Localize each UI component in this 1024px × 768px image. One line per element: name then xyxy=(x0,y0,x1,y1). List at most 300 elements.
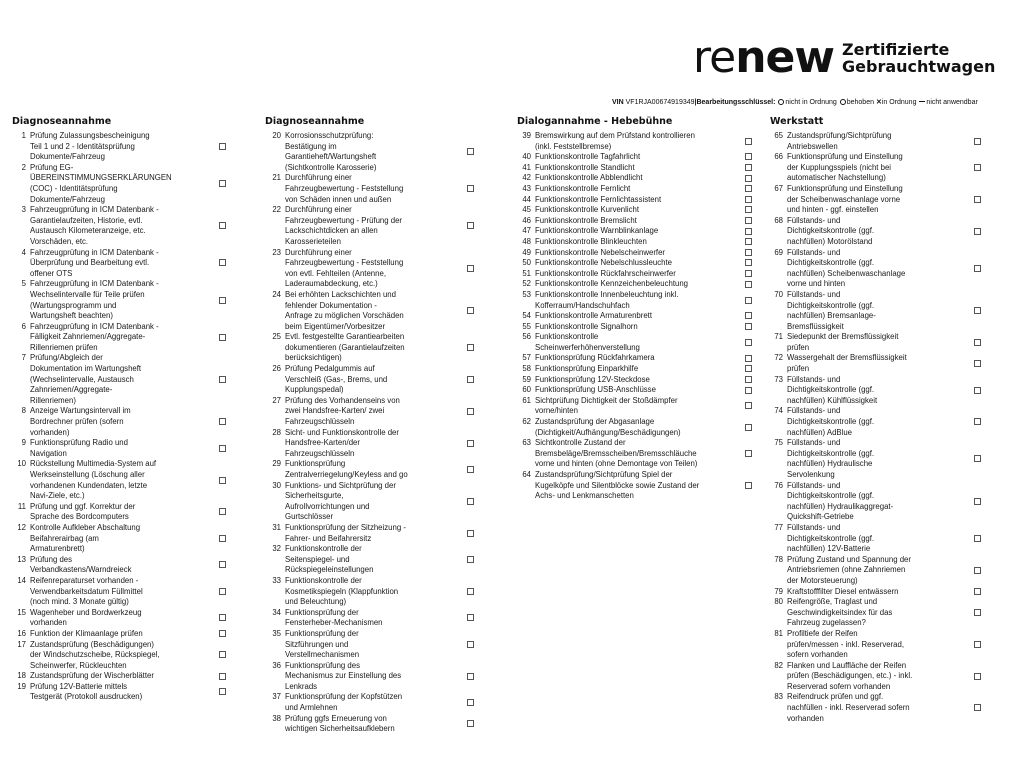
item-text-line: vorhanden xyxy=(787,713,824,723)
check-box[interactable] xyxy=(745,339,752,346)
checklist-item xyxy=(517,195,757,206)
check-box[interactable] xyxy=(219,477,226,484)
check-box[interactable] xyxy=(219,630,226,637)
item-text-line: Sichtprüfung Dichtigkeit der Stoßdämpfer xyxy=(535,395,678,405)
item-text xyxy=(30,671,190,682)
item-text-line: Füllstands- und xyxy=(787,480,841,490)
column-werkstatt xyxy=(770,116,990,724)
check-box[interactable] xyxy=(745,387,752,394)
item-text-line: Navigation xyxy=(30,448,67,458)
item-number: 83 xyxy=(774,692,783,702)
item-number: 39 xyxy=(522,131,531,140)
item-text-line: Evtl. festgestellte Garantiearbeiten xyxy=(285,332,405,342)
check-box[interactable] xyxy=(974,673,981,680)
check-box[interactable] xyxy=(745,206,752,213)
check-box[interactable] xyxy=(467,641,474,648)
item-text-line: vorne und hinten xyxy=(787,279,846,289)
item-text xyxy=(535,173,735,184)
item-text-line: Funktionsprüfung Rückfahrkamera xyxy=(535,353,655,363)
item-text-line: Funktionsprüfung 12V-Steckdose xyxy=(535,374,650,384)
item-text xyxy=(787,152,937,184)
check-box[interactable] xyxy=(974,164,981,171)
item-text-line: (noch mind. 3 Monate gültig) xyxy=(30,597,129,607)
checklist-item xyxy=(517,184,757,195)
check-box[interactable] xyxy=(219,297,226,304)
checklist-item xyxy=(265,692,485,713)
check-box[interactable] xyxy=(467,466,474,473)
check-box[interactable] xyxy=(745,281,752,288)
item-text xyxy=(535,385,735,396)
checklist-item xyxy=(265,205,485,247)
item-number: 28 xyxy=(272,427,281,437)
check-box[interactable] xyxy=(219,673,226,680)
item-text-line: Funktionskontrolle der xyxy=(285,575,362,585)
item-text-line: Teil 1 und 2 - Identitätsprüfung xyxy=(30,141,135,151)
item-text-line: Beifahrerairbag (am xyxy=(30,533,99,543)
item-text-line: zwei Handsfree-Karten/ zwei xyxy=(285,406,385,416)
checklist-item xyxy=(517,226,757,237)
item-number: 80 xyxy=(774,597,783,607)
item-text-line: Prüfung/Abgleich der xyxy=(30,353,103,363)
item-text-line: Kupplungspedal) xyxy=(285,385,344,395)
check-box[interactable] xyxy=(219,334,226,341)
item-number: 7 xyxy=(21,353,26,363)
item-text-line: Verwendbarkeitsdatum Füllmittel xyxy=(30,586,143,596)
item-text xyxy=(30,279,190,321)
item-number: 10 xyxy=(17,459,26,469)
check-box[interactable] xyxy=(745,402,752,409)
item-text-line: Dokumente/Fahrzeug xyxy=(30,194,105,204)
checklist-item xyxy=(517,163,757,174)
item-text-line: Funktionsprüfung der Sitzheizung - xyxy=(285,522,406,532)
column-diagnoseannahme-1 xyxy=(12,116,236,703)
item-text xyxy=(535,322,735,333)
item-text-line: der Scheibenwaschanlage vorne xyxy=(787,194,901,204)
checklist-item xyxy=(12,248,236,280)
item-text xyxy=(535,332,735,353)
item-number: 67 xyxy=(774,183,783,193)
item-text-line: Funktionskontrolle Tagfahrlicht xyxy=(535,152,641,162)
checklist-item xyxy=(12,406,236,438)
checklist-item xyxy=(12,576,236,608)
item-text-line: Seitenspiegel- und xyxy=(285,554,350,564)
item-text-line: Fahrer- und Beifahrersitz xyxy=(285,533,372,543)
item-text-line: und Beleuchtung) xyxy=(285,597,347,607)
item-text-line: Funktionskontrolle Fernlichtassistent xyxy=(535,194,662,204)
item-text-line: Funktionskontrolle Standlicht xyxy=(535,162,635,172)
item-text-line: Füllstands- und xyxy=(787,522,841,532)
item-number: 37 xyxy=(272,692,281,702)
item-text-line: Zentralverriegelung/Keyless and go xyxy=(285,470,408,479)
item-text xyxy=(535,248,735,259)
item-text-line: Dichtigkeitskontrolle (ggf. xyxy=(787,417,875,427)
check-box[interactable] xyxy=(745,196,752,203)
checklist-item xyxy=(517,353,757,364)
check-box[interactable] xyxy=(974,418,981,425)
checklist-items xyxy=(12,131,236,703)
checklist-item xyxy=(265,396,485,428)
item-text-line: (COC) - Identitätsprüfung xyxy=(30,183,118,193)
check-box[interactable] xyxy=(219,508,226,515)
check-box[interactable] xyxy=(745,217,752,224)
checklist-item xyxy=(12,163,236,205)
check-box[interactable] xyxy=(467,614,474,621)
check-box[interactable] xyxy=(219,376,226,383)
item-text xyxy=(30,438,190,459)
check-box[interactable] xyxy=(745,270,752,277)
check-box[interactable] xyxy=(974,138,981,145)
checklist-item xyxy=(265,173,485,205)
check-box[interactable] xyxy=(974,196,981,203)
check-box[interactable] xyxy=(745,185,752,192)
check-box[interactable] xyxy=(467,222,474,229)
item-number: 12 xyxy=(17,522,26,532)
circle-icon xyxy=(778,99,784,105)
item-text-line: Funktionsprüfung Einparkhilfe xyxy=(535,364,639,374)
check-box[interactable] xyxy=(467,185,474,192)
check-box[interactable] xyxy=(974,307,981,314)
checklist-items xyxy=(770,131,990,724)
item-text-line: Funktionskontrolle Nebelschlussleuchte xyxy=(535,258,672,268)
check-box[interactable] xyxy=(974,609,981,616)
check-box[interactable] xyxy=(974,228,981,235)
item-number: 52 xyxy=(522,279,531,289)
item-text-line: der Windschutzscheibe, Rückspiegel, xyxy=(30,650,160,660)
item-text xyxy=(535,131,735,152)
checklist-item xyxy=(12,523,236,555)
item-text xyxy=(535,269,735,280)
item-number: 75 xyxy=(774,438,783,448)
check-box[interactable] xyxy=(974,535,981,542)
item-text-line: Funktionsprüfung xyxy=(285,459,346,469)
item-text-line: Sprache des Bordcomputers xyxy=(30,512,129,522)
item-text-line: Rückspiegeleinstellungen xyxy=(285,565,374,575)
checklist-item xyxy=(517,311,757,322)
check-box[interactable] xyxy=(745,153,752,160)
item-text xyxy=(787,661,937,693)
item-number: 51 xyxy=(522,268,531,278)
check-box[interactable] xyxy=(745,424,752,431)
check-box[interactable] xyxy=(467,376,474,383)
check-box[interactable] xyxy=(467,408,474,415)
dash-icon xyxy=(919,101,925,102)
checklist-item xyxy=(12,459,236,501)
check-box[interactable] xyxy=(745,175,752,182)
checklist-item xyxy=(12,682,236,703)
item-text-line: Funktionskontrolle der xyxy=(285,544,362,554)
item-number: 6 xyxy=(21,321,26,331)
item-text-line: Zahnriemen/Aggregate- xyxy=(30,385,113,395)
item-text xyxy=(285,205,449,247)
item-text-line: Fahrzeug zugelassen? xyxy=(787,618,866,628)
item-text xyxy=(285,290,449,332)
check-box[interactable] xyxy=(974,339,981,346)
check-box[interactable] xyxy=(219,418,226,425)
check-box[interactable] xyxy=(219,143,226,150)
checklist-item xyxy=(517,205,757,216)
item-text-line: Funktionsprüfung der Kopfstützen xyxy=(285,692,403,702)
item-text-line: Funktionskontrolle Kennzeichenbeleuchtung xyxy=(535,279,689,289)
item-text xyxy=(285,428,449,460)
item-text xyxy=(535,290,735,311)
checklist-item xyxy=(517,216,757,227)
item-text xyxy=(285,459,449,480)
checklist-item xyxy=(770,353,990,374)
checklist-item xyxy=(517,385,757,396)
column-title: Dialogannahme - Hebebühne xyxy=(517,116,673,127)
item-text xyxy=(787,587,937,598)
item-text xyxy=(30,502,190,523)
item-text-line: Funktionsprüfung des xyxy=(285,660,360,670)
item-text-line: Vorschäden, etc. xyxy=(30,236,89,246)
check-box[interactable] xyxy=(974,360,981,367)
item-text xyxy=(30,322,190,354)
checklist-item xyxy=(265,332,485,364)
item-text-line: nachfüllen) AdBlue xyxy=(787,427,853,437)
check-box[interactable] xyxy=(745,259,752,266)
item-number: 82 xyxy=(774,660,783,670)
check-box[interactable] xyxy=(219,535,226,542)
checklist-item xyxy=(265,428,485,460)
item-text-line: Armaturenbrett) xyxy=(30,544,85,554)
item-number: 65 xyxy=(774,131,783,140)
item-text-line: Flanken und Lauffläche der Reifen xyxy=(787,660,907,670)
item-text-line: Garantieheft/Wartungsheft xyxy=(285,152,377,162)
check-box[interactable] xyxy=(467,556,474,563)
item-number: 42 xyxy=(522,173,531,183)
item-text-line: Verschleiß (Gas-, Brems, und xyxy=(285,374,388,384)
item-text-line: Funktionskontrolle xyxy=(535,332,599,342)
item-text-line: Profiltiefe der Reifen xyxy=(787,628,858,638)
item-text-line: Scheinwerferhöhenverstellung xyxy=(535,342,640,352)
checklist-item xyxy=(770,481,990,523)
check-box[interactable] xyxy=(467,265,474,272)
checklist-item xyxy=(265,576,485,608)
check-box[interactable] xyxy=(219,445,226,452)
vin-label: VIN xyxy=(612,99,624,106)
checklist-item xyxy=(12,608,236,629)
check-box[interactable] xyxy=(974,498,981,505)
item-number: 64 xyxy=(522,470,531,479)
check-box[interactable] xyxy=(974,265,981,272)
item-text-line: nachfüllen) Kühlflüssigkeit xyxy=(787,395,878,405)
check-box[interactable] xyxy=(974,588,981,595)
check-box[interactable] xyxy=(219,588,226,595)
check-box[interactable] xyxy=(745,238,752,245)
item-text-line: Füllstands- und xyxy=(787,438,841,448)
checklist-item xyxy=(517,269,757,280)
check-box[interactable] xyxy=(745,249,752,256)
checklist-item xyxy=(12,671,236,682)
item-text-line: prüfen/messen - inkl. Reserverad, xyxy=(787,639,905,649)
column-diagnoseannahme-2 xyxy=(265,116,485,735)
logo-wordmark xyxy=(693,32,835,83)
item-text-line: nachfüllen) Hydraulische xyxy=(787,459,873,469)
logo-subtitle xyxy=(842,41,995,75)
item-text-line: offener OTS xyxy=(30,268,73,278)
check-box[interactable] xyxy=(219,180,226,187)
check-box[interactable] xyxy=(745,355,752,362)
item-text-line: berücksichtigen) xyxy=(285,353,342,363)
item-text xyxy=(30,163,190,205)
item-text-line: Funktionsprüfung der xyxy=(285,607,359,617)
item-text-line: Navi-Ziele, etc.) xyxy=(30,491,85,501)
item-text-line: Funktionskontrolle Nebelscheinwerfer xyxy=(535,247,666,257)
check-box[interactable] xyxy=(974,704,981,711)
item-text xyxy=(787,629,937,661)
item-text-line: Quickshift-Getriebe xyxy=(787,512,854,522)
item-text xyxy=(535,417,735,438)
check-box[interactable] xyxy=(745,228,752,235)
item-number: 57 xyxy=(522,353,531,363)
item-number: 44 xyxy=(522,194,531,204)
item-text-line: Siedepunkt der Bremsflüssigkeit xyxy=(787,332,899,342)
item-text-line: Wagenheber und Bordwerkzeug xyxy=(30,607,142,617)
item-number: 31 xyxy=(272,522,281,532)
item-number: 73 xyxy=(774,374,783,384)
item-number: 33 xyxy=(272,575,281,585)
item-number: 1 xyxy=(21,131,26,140)
item-number: 45 xyxy=(522,205,531,215)
check-box[interactable] xyxy=(745,164,752,171)
item-text xyxy=(285,173,449,205)
item-text-line: nachfüllen) Hydraulikaggregat- xyxy=(787,501,894,511)
checklist-item xyxy=(12,502,236,523)
item-text-line: Funktionsprüfung und Einstellung xyxy=(787,183,903,193)
checklist-items xyxy=(265,131,485,735)
check-box[interactable] xyxy=(467,699,474,706)
item-text xyxy=(30,576,190,608)
item-number: 69 xyxy=(774,247,783,257)
item-text-line: der Motorsteuerung) xyxy=(787,575,858,585)
item-text xyxy=(535,311,735,322)
check-box[interactable] xyxy=(745,450,752,457)
item-number: 53 xyxy=(522,289,531,299)
item-number: 48 xyxy=(522,236,531,246)
check-box[interactable] xyxy=(974,641,981,648)
item-text-line: Testgerät (Protokoll ausdrucken) xyxy=(30,692,143,702)
check-box[interactable] xyxy=(467,673,474,680)
check-box[interactable] xyxy=(219,688,226,695)
item-text xyxy=(285,608,449,629)
check-box[interactable] xyxy=(467,498,474,505)
item-text-line: Prüfung des Vorhandenseins von xyxy=(285,395,400,405)
item-text xyxy=(787,131,937,152)
check-box[interactable] xyxy=(745,138,752,145)
check-box[interactable] xyxy=(974,387,981,394)
check-box[interactable] xyxy=(467,344,474,351)
checklist-item xyxy=(770,131,990,152)
item-text xyxy=(285,396,449,428)
item-text-line: Handsfree-Karten/der xyxy=(285,438,360,448)
item-text-line: Dichtigkeitskontrolle (ggf. xyxy=(787,226,875,236)
checklist-item xyxy=(770,332,990,353)
check-box[interactable] xyxy=(219,222,226,229)
item-text-line: Wartungsheft beachten) xyxy=(30,311,113,321)
checklist-item xyxy=(265,290,485,332)
item-text xyxy=(535,226,735,237)
check-box[interactable] xyxy=(219,561,226,568)
check-box[interactable] xyxy=(467,530,474,537)
check-box[interactable] xyxy=(219,651,226,658)
renew-logo xyxy=(693,32,996,83)
checklist-item xyxy=(770,629,990,661)
check-box[interactable] xyxy=(745,482,752,489)
item-text-line: Fahrzeugprüfung in ICM Datenbank - xyxy=(30,205,159,215)
item-text-line: Lenkrads xyxy=(285,681,318,691)
check-box[interactable] xyxy=(219,259,226,266)
item-text xyxy=(535,216,735,227)
checklist-item xyxy=(770,290,990,332)
check-box[interactable] xyxy=(219,614,226,621)
check-box[interactable] xyxy=(745,297,752,304)
item-number: 50 xyxy=(522,258,531,268)
item-number: 55 xyxy=(522,321,531,331)
item-text-line: Funktionsprüfung USB-Anschlüsse xyxy=(535,385,656,395)
item-text-line: nachfüllen) Motorölstand xyxy=(787,236,873,246)
item-text xyxy=(30,555,190,576)
check-box[interactable] xyxy=(467,588,474,595)
column-title: Diagnoseannahme xyxy=(12,116,112,127)
item-number: 43 xyxy=(522,183,531,193)
item-number: 47 xyxy=(522,226,531,236)
check-box[interactable] xyxy=(467,440,474,447)
item-text-line: Funktionskontrolle Abblendlicht xyxy=(535,173,643,183)
item-text-line: Funktionsprüfung Radio und xyxy=(30,438,128,448)
checklist-item xyxy=(770,406,990,438)
item-number: 18 xyxy=(17,671,26,681)
item-text-line: vorhandenen Kundendaten, letzte xyxy=(30,480,148,490)
item-text-line: Durchführung einer xyxy=(285,173,352,183)
item-number: 34 xyxy=(272,607,281,617)
item-number: 62 xyxy=(522,417,531,427)
checklist-item xyxy=(265,714,485,735)
item-text-line: Mechanismus zur Einstellung des xyxy=(285,671,402,681)
check-box[interactable] xyxy=(974,455,981,462)
item-text-line: Fahrzeugprüfung in ICM Datenbank - xyxy=(30,279,159,289)
item-text-line: Fahrzeugbewertung - Feststellung xyxy=(285,258,404,268)
checklist-item xyxy=(770,555,990,587)
item-text xyxy=(787,375,937,407)
check-box[interactable] xyxy=(745,365,752,372)
check-box[interactable] xyxy=(974,567,981,574)
item-number: 46 xyxy=(522,215,531,225)
checklist-item xyxy=(12,555,236,576)
item-number: 72 xyxy=(774,353,783,363)
item-text xyxy=(30,608,190,629)
checklist-items xyxy=(517,131,757,502)
item-number: 41 xyxy=(522,162,531,172)
checklist-item xyxy=(265,629,485,661)
item-text xyxy=(535,438,735,470)
item-text xyxy=(285,248,449,290)
item-text xyxy=(30,629,190,640)
check-box[interactable] xyxy=(745,376,752,383)
checklist-item xyxy=(265,131,485,173)
item-text xyxy=(535,470,735,502)
item-text-line: Rillenriemen prüfen xyxy=(30,342,98,352)
check-box[interactable] xyxy=(467,307,474,314)
checklist-item xyxy=(517,237,757,248)
item-text-line: Funktionskontrolle Signalhorn xyxy=(535,321,638,331)
check-box[interactable] xyxy=(745,323,752,330)
check-box[interactable] xyxy=(745,312,752,319)
item-text-line: der Kupplungsspiels (nicht bei xyxy=(787,162,892,172)
item-text-line: Bei erhöhten Lackschichten und xyxy=(285,289,396,299)
logo-word-thin: re xyxy=(693,32,736,83)
check-box[interactable] xyxy=(467,720,474,727)
check-box[interactable] xyxy=(467,148,474,155)
